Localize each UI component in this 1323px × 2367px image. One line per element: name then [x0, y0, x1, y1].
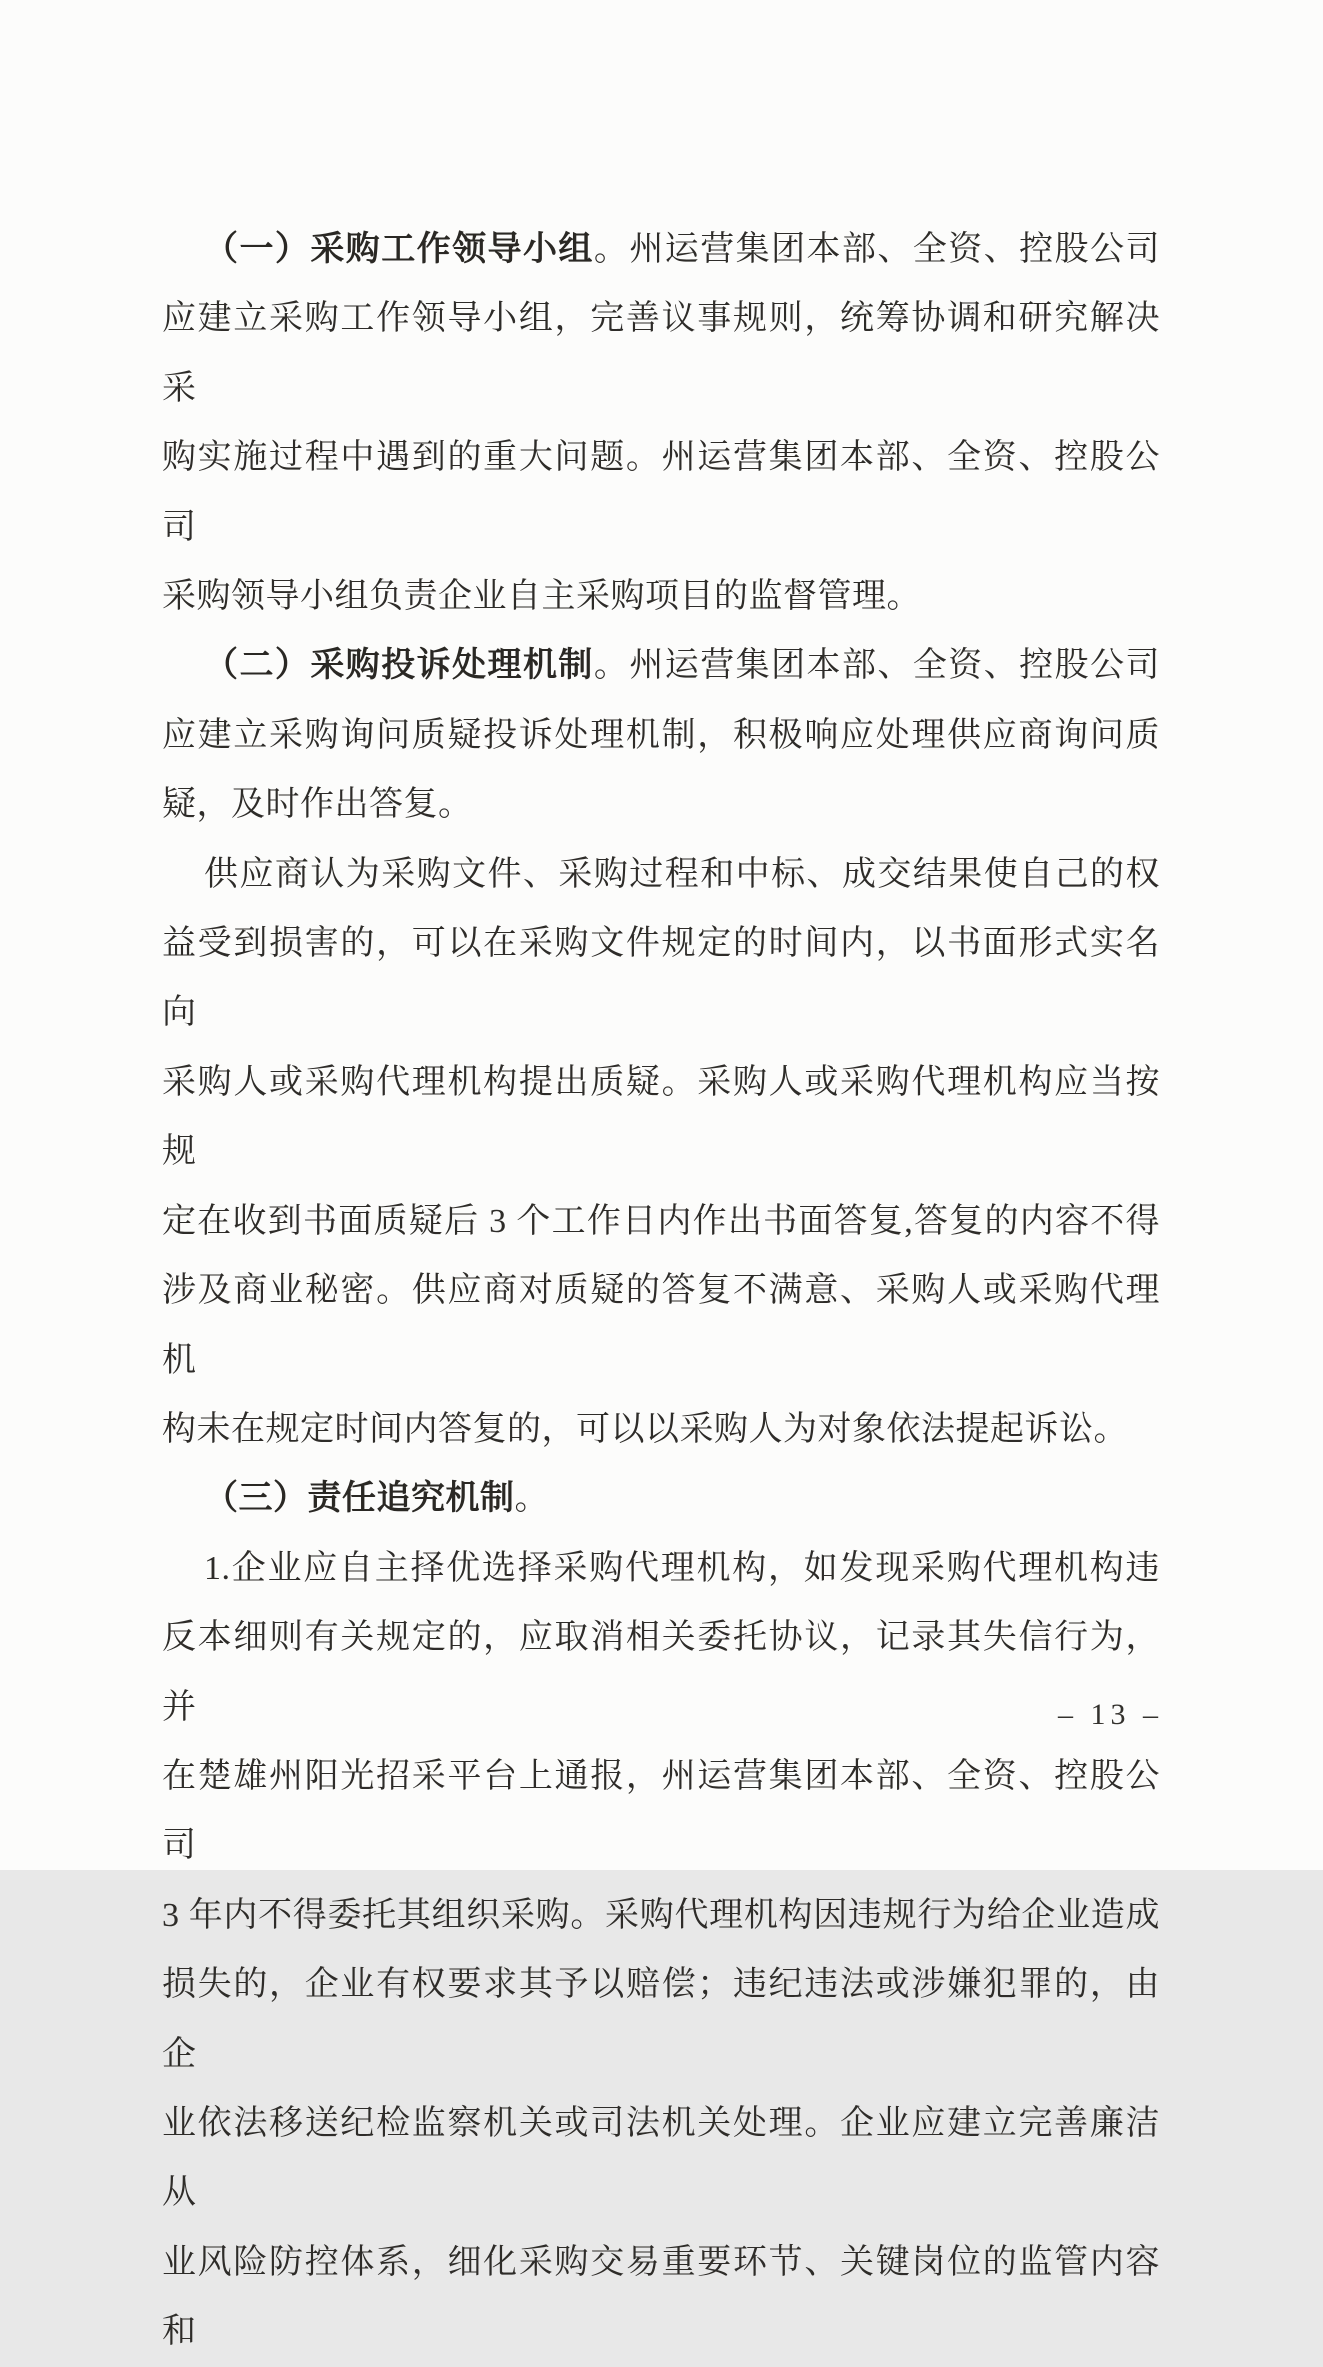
body-text: 在楚雄州阳光招采平台上通报，州运营集团本部、全资、控股公司 [162, 1757, 1160, 1865]
text-line [162, 840, 1160, 909]
body-text: 益受到损害的，可以在采购文件规定的时间内，以书面形式实名向 [162, 925, 1160, 1032]
text-line [162, 1950, 1160, 2089]
body-text: 。州运营集团本部、全资、控股公司 [593, 231, 1161, 268]
body-text: 供应商认为采购文件、采购过程和中标、成交结果使自己的权 [204, 855, 1160, 893]
section-heading: （一）采购工作领导小组 [204, 231, 594, 268]
text-line [162, 423, 1160, 562]
text-line [162, 1534, 1160, 1603]
text-line [162, 631, 1160, 700]
text-line [162, 2228, 1160, 2367]
body-text: 采购领导小组负责企业自主采购项目的监督管理。 [162, 578, 921, 616]
text-line [162, 1742, 1160, 1881]
body-text: 业依法移送纪检监察机关或司法机关处理。企业应建立完善廉洁从 [162, 2104, 1160, 2212]
body-text: 。 [514, 1480, 549, 1518]
text-line [162, 284, 1160, 423]
body-text: 定在收到书面质疑后 3 个工作日内作出书面答复,答复的内容不得 [162, 1202, 1160, 1240]
text-line [162, 1603, 1160, 1742]
body-text: 损失的，企业有权要求其予以赔偿；违纪违法或涉嫌犯罪的，由企 [162, 1966, 1160, 2073]
text-line [162, 1048, 1160, 1187]
body-text: 构未在规定时间内答复的，可以以采购人为对象依法提起诉讼。 [162, 1410, 1128, 1448]
text-block [162, 215, 1160, 2367]
text-line [162, 1256, 1160, 1395]
body-text: 反本细则有关规定的，应取消相关委托协议，记录其失信行为，并 [162, 1619, 1160, 1726]
text-line [162, 1881, 1160, 1950]
body-text: 疑，及时作出答复。 [162, 786, 473, 824]
text-line [162, 562, 1160, 631]
text-line [162, 770, 1160, 839]
text-line [162, 2089, 1160, 2228]
body-text: 业风险防控体系，细化采购交易重要环节、关键岗位的监管内容和 [162, 2243, 1160, 2351]
text-line [162, 1187, 1160, 1256]
body-text: 应建立采购询问质疑投诉处理机制，积极响应处理供应商询问质 [162, 716, 1160, 754]
page-number: – 13 – [1058, 1698, 1163, 1731]
text-line [162, 909, 1160, 1048]
body-text: 应建立采购工作领导小组，完善议事规则，统筹协调和研究解决采 [162, 300, 1160, 407]
text-line [162, 215, 1160, 284]
text-line [162, 701, 1160, 770]
section-heading: （三）责任追究机制 [204, 1480, 515, 1518]
text-line [162, 1464, 1160, 1533]
body-text: 购实施过程中遇到的重大问题。州运营集团本部、全资、控股公司 [162, 439, 1160, 546]
text-line [162, 1395, 1160, 1464]
section-heading: （二）采购投诉处理机制 [204, 647, 594, 685]
body-text: 3 年内不得委托其组织采购。采购代理机构因违规行为给企业造成 [162, 1896, 1160, 1934]
body-text: 1.企业应自主择优选择采购代理机构，如发现采购代理机构违 [204, 1549, 1160, 1587]
body-text: 。州运营集团本部、全资、控股公司 [593, 647, 1161, 685]
body-text: 涉及商业秘密。供应商对质疑的答复不满意、采购人或采购代理机 [162, 1272, 1160, 1379]
body-text: 采购人或采购代理机构提出质疑。采购人或采购代理机构应当按规 [162, 1063, 1160, 1171]
